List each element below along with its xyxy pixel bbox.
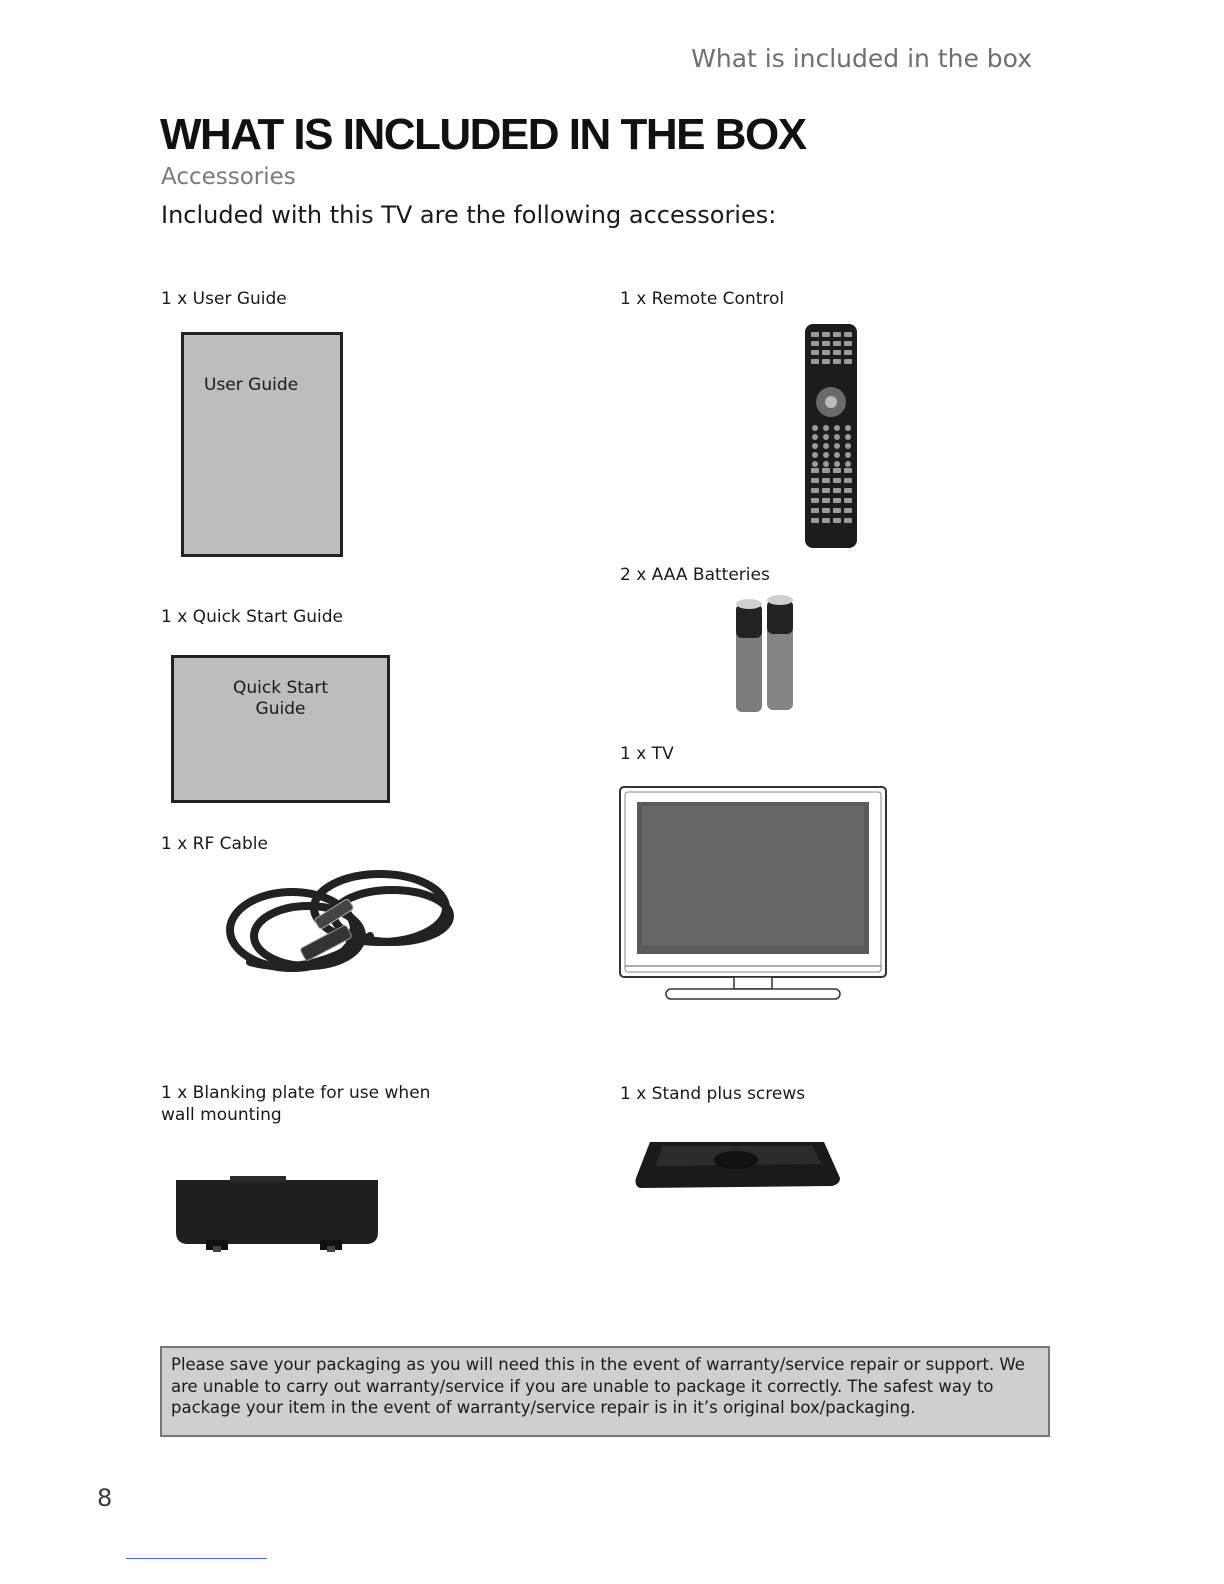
quick-start-box-line2: Guide xyxy=(255,699,306,719)
rf-cable-image xyxy=(220,858,456,984)
packaging-note-line2: are unable to carry out warranty/service if you are unable to package it correctly. The safest way to xyxy=(171,1376,994,1396)
page-number: 8 xyxy=(97,1484,113,1512)
tv-image xyxy=(616,783,890,1005)
quick-start-label: 1 x Quick Start Guide xyxy=(161,607,344,627)
user-guide-illustration xyxy=(181,332,343,557)
running-header: What is included in the box xyxy=(691,44,1032,73)
packaging-note-line1: Please save your packaging as you will need this in the event of warranty/service repair or support. We xyxy=(171,1355,1025,1374)
packaging-note-line3: package your item in the event of warranty/service repair is in it’s original box/packaging. xyxy=(171,1398,916,1417)
batteries-image xyxy=(732,592,798,718)
stand-label: 1 x Stand plus screws xyxy=(620,1084,806,1104)
blanking-plate-label-line1: 1 x Blanking plate for use when xyxy=(161,1083,431,1103)
page-title: WHAT IS INCLUDED IN THE BOX xyxy=(160,110,806,159)
quick-start-box-line1: Quick Start xyxy=(232,678,328,698)
tv-label: 1 x TV xyxy=(620,744,674,764)
quick-start-illustration xyxy=(171,655,390,803)
remote-control-label: 1 x Remote Control xyxy=(620,289,785,309)
packaging-note xyxy=(160,1346,1050,1437)
footer-rule xyxy=(126,1558,267,1559)
blanking-plate-label-line2: wall mounting xyxy=(161,1105,282,1125)
rf-cable-label: 1 x RF Cable xyxy=(161,834,268,854)
batteries-label: 2 x AAA Batteries xyxy=(620,565,770,585)
user-guide-box-text: User Guide xyxy=(204,375,299,395)
user-guide-label: 1 x User Guide xyxy=(161,289,287,309)
intro-text: Included with this TV are the following accessories: xyxy=(161,201,777,229)
remote-control-image xyxy=(800,320,862,552)
blanking-plate-image xyxy=(170,1172,384,1256)
stand-image xyxy=(632,1134,846,1194)
page-subtitle: Accessories xyxy=(161,164,296,190)
